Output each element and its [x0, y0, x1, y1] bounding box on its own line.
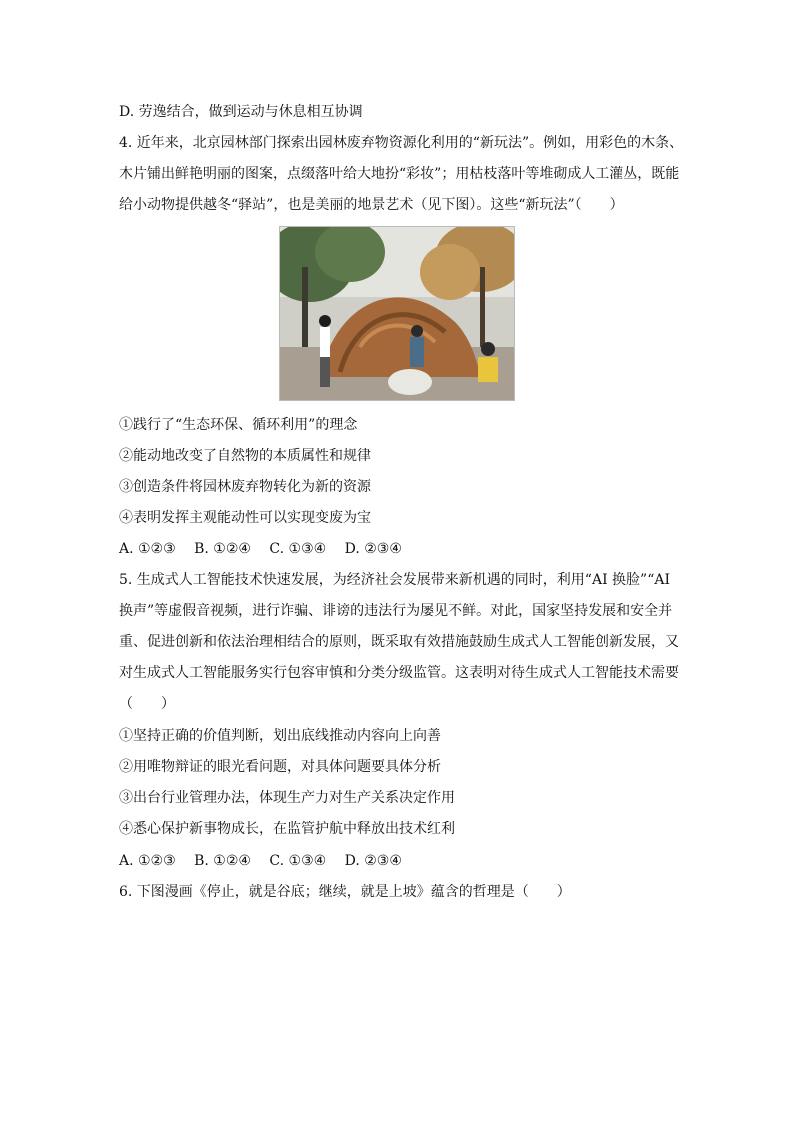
q5-stem-line-1: 5. 生成式人工智能技术快速发展，为经济社会发展带来新机遇的同时，利用“AI 换脸”“AI — [119, 572, 671, 588]
q3-option-d: D. 劳逸结合，做到运动与休息相互协调 — [119, 104, 363, 120]
q4-statement-2: ②能动地改变了自然物的本质属性和规律 — [119, 448, 371, 464]
q5-statement-3: ③出台行业管理办法，体现生产力对生产关系决定作用 — [119, 790, 455, 806]
q4-statement-3: ③创造条件将园林废弃物转化为新的资源 — [119, 479, 371, 495]
q5-options: A. ①②③ B. ①②④ C. ①③④ D. ②③④ — [119, 853, 402, 869]
q4-statement-1: ①践行了“生态环保、循环利用”的理念 — [119, 417, 358, 433]
q5-statement-2: ②用唯物辩证的眼光看问题，对具体问题要具体分析 — [119, 759, 441, 775]
q4-stem-line-1: 4. 近年来，北京园林部门探索出园林废弃物资源化利用的“新玩法”。例如，用彩色的木条、 — [119, 135, 684, 151]
q5-stem-line-2: 换声”等虚假音视频，进行诈骗、诽谤的违法行为屡见不鲜。对此，国家坚持发展和安全并 — [119, 603, 673, 619]
q5-stem-line-3: 重、促进创新和依法治理相结合的原则，既采取有效措施鼓励生成式人工智能创新发展，又 — [119, 634, 679, 650]
q5-statement-4: ④悉心保护新事物成长，在监管护航中释放出技术红利 — [119, 821, 455, 837]
q4-stem-line-2: 木片铺出鲜艳明丽的图案，点缀落叶给大地扮“彩妆”；用枯枝落叶等堆砌成人工灌丛，既能 — [119, 166, 680, 182]
q5-stem-line-4: 对生成式人工智能服务实行包容审慎和分类分级监管。这表明对待生成式人工智能技术需要 — [119, 665, 679, 681]
q4-options: A. ①②③ B. ①②④ C. ①③④ D. ②③④ — [119, 541, 402, 557]
q4-statement-4: ④表明发挥主观能动性可以实现变废为宝 — [119, 510, 371, 526]
q4-stem-line-3: 给小动物提供越冬“驿站”，也是美丽的地景艺术（见下图）。这些“新玩法”（ ） — [119, 197, 624, 213]
leaf-shelter-photo — [279, 226, 515, 401]
q5-statement-1: ①坚持正确的价值判断，划出底线推动内容向上向善 — [119, 728, 441, 744]
q6-stem: 6. 下图漫画《停止，就是谷底；继续，就是上坡》蕴含的哲理是（ ） — [119, 884, 571, 900]
q5-blank: （ ） — [119, 696, 175, 712]
